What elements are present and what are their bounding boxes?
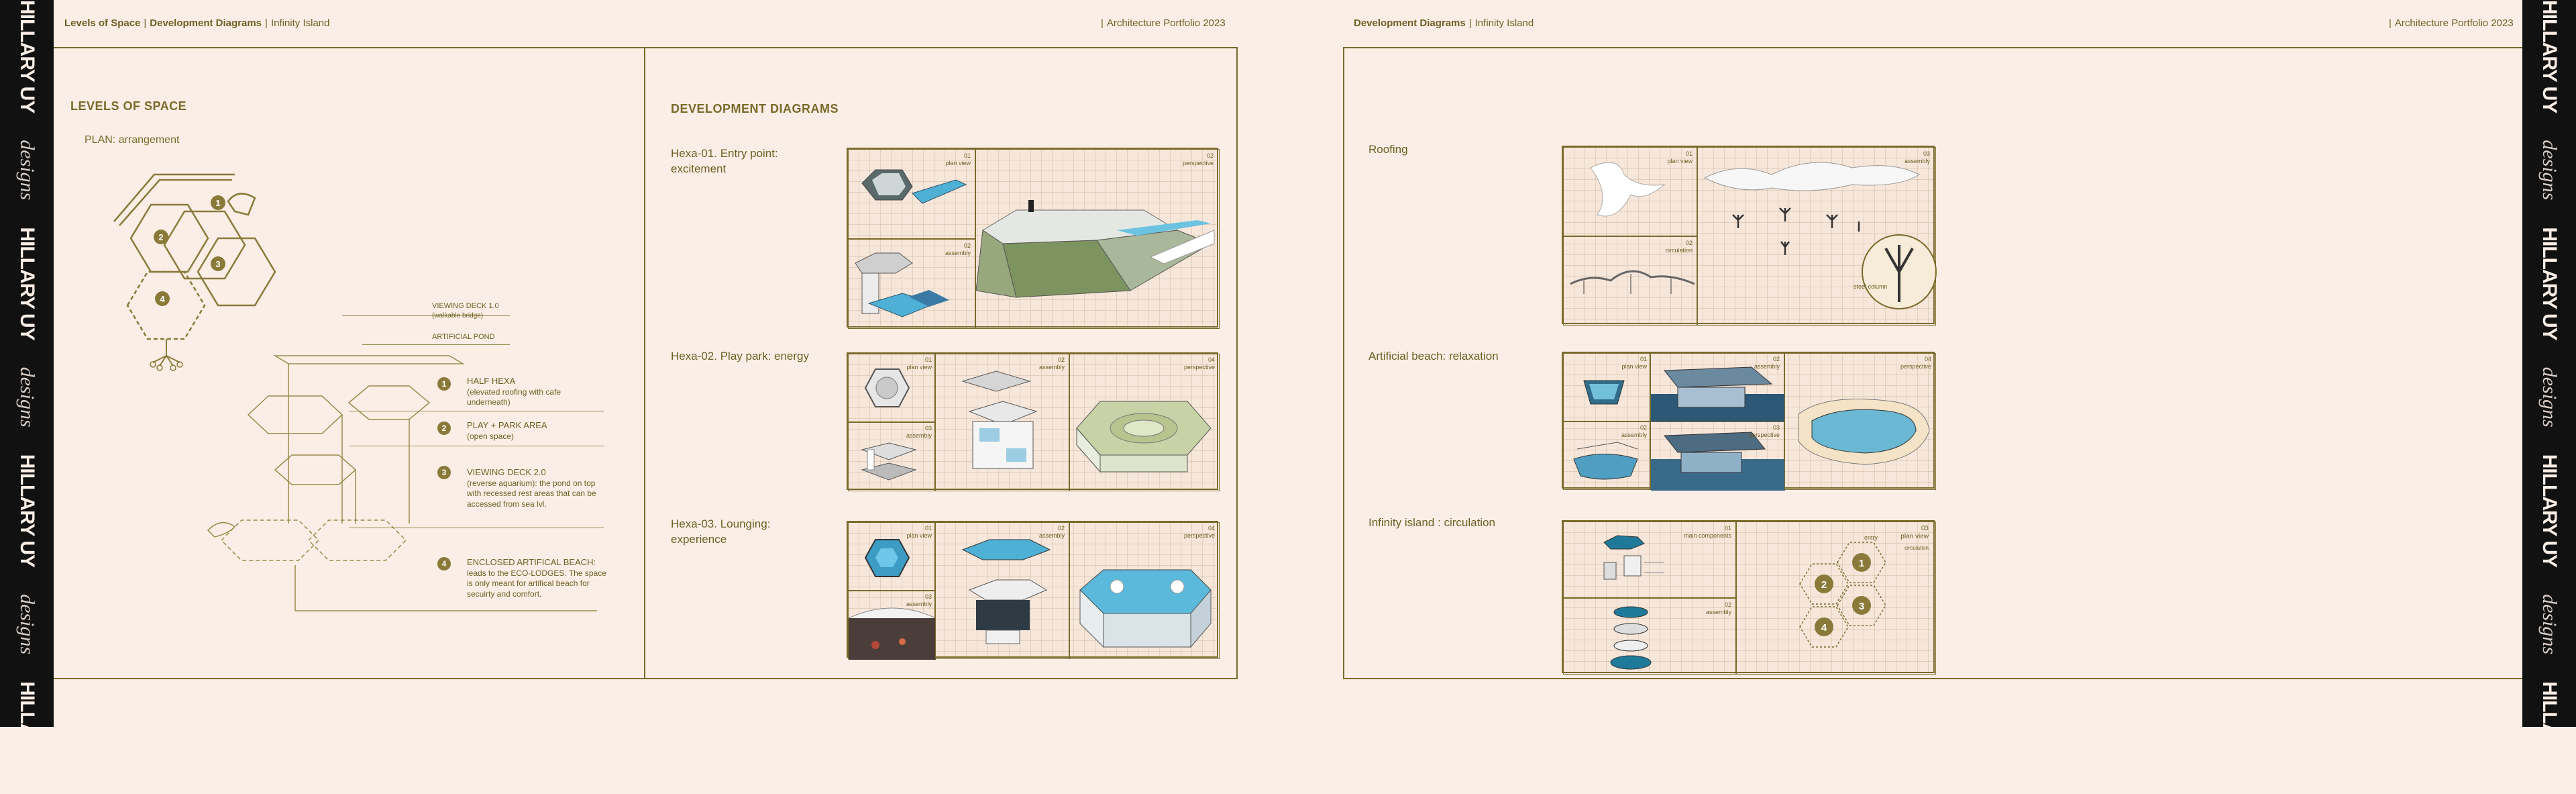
beach-perspective-cell bbox=[1784, 353, 1936, 490]
hexa-01-plan-cell bbox=[848, 149, 975, 239]
portfolio-label: Architecture Portfolio 2023 bbox=[2394, 17, 2514, 29]
legend-item-3-title: VIEWING DECK 2.0 bbox=[467, 467, 546, 477]
hexa-03-render-tag: 03 assembly bbox=[906, 593, 932, 607]
spine-brand-italic: designs bbox=[16, 140, 38, 201]
legend-item-2-title: PLAY + PARK AREA bbox=[467, 420, 547, 430]
hexa-03-assembly-drawing bbox=[936, 523, 1070, 660]
circulation-number-1: 1 bbox=[1858, 558, 1865, 569]
spine-brand: HILLARY UY bbox=[16, 681, 38, 794]
legend-item-2-detail: (open space) bbox=[467, 431, 515, 441]
artificial-beach-label: Artificial beach: relaxation bbox=[1368, 350, 1499, 362]
roofing-assembly-cell bbox=[1697, 147, 1936, 326]
hexa-02-label: Hexa-02. Play park: energy bbox=[671, 350, 809, 362]
development-diagrams-title: DEVELOPMENT DIAGRAMS bbox=[671, 102, 839, 115]
circulation-number-3: 3 bbox=[1858, 601, 1865, 612]
circulation-plan-cell bbox=[1736, 522, 1936, 675]
legend-item-4-title: ENCLOSED ARTIFICAL BEACH: bbox=[467, 557, 596, 567]
beach-detail-cell bbox=[1563, 421, 1650, 490]
hexa-03-panel bbox=[847, 521, 1218, 658]
beach-plan-tag: 01 plan view bbox=[1621, 356, 1647, 370]
breadcrumb-development: Development Diagrams bbox=[150, 17, 262, 29]
spine-brand: HILLARY UY bbox=[16, 454, 38, 568]
spine-brand: HILLARY UY bbox=[2538, 454, 2561, 568]
hexa-03-assembly-tag: 02 assembly bbox=[1038, 525, 1065, 539]
right-page-breadcrumb: Development Diagrams | Infinity Island bbox=[1354, 17, 1534, 29]
hexa-01-panel bbox=[847, 148, 1218, 328]
roofing-plan-cell bbox=[1563, 147, 1697, 236]
legend-item-4 bbox=[467, 557, 608, 600]
artificial-pond-label: ARTIFICIAL POND bbox=[432, 333, 495, 341]
legend-number-1: 1 bbox=[437, 377, 451, 391]
beach-plan-cell bbox=[1563, 353, 1650, 421]
main-components-tag: 01 main components bbox=[1683, 525, 1731, 539]
legend-number-4: 4 bbox=[437, 557, 451, 570]
spine-brand-italic: designs bbox=[2538, 366, 2561, 428]
hexa-01-assembly-cell bbox=[848, 239, 975, 329]
hexa-02-plan-tag: 01 plan view bbox=[906, 356, 932, 370]
left-page-divider bbox=[644, 47, 645, 679]
hexa-03-perspective-drawing bbox=[1070, 523, 1220, 660]
right-page-portfolio-label: | Architecture Portfolio 2023 bbox=[2389, 17, 2514, 29]
beach-perspective-drawing bbox=[1785, 354, 1937, 491]
spine-brand-italic: designs bbox=[16, 366, 38, 428]
legend-item-1 bbox=[467, 376, 601, 408]
legend-item-1-detail: (elevated roofing with cafe underneath) bbox=[467, 387, 561, 407]
steel-column-label: steel column bbox=[1854, 283, 1888, 290]
circulation-assembly-cell bbox=[1563, 598, 1736, 675]
hexa-03-plan-tag: 01 plan view bbox=[906, 525, 932, 539]
left-page-breadcrumb: Levels of Space | Development Diagrams | Infinity Island bbox=[64, 17, 330, 29]
roofing-circulation-cell bbox=[1563, 236, 1697, 326]
hexa-02-assembly-tag: 02 assembly bbox=[1038, 356, 1065, 370]
spine-brand: HILLARY UY bbox=[16, 0, 38, 113]
left-page-portfolio-label: | Architecture Portfolio 2023 bbox=[1101, 17, 1226, 29]
beach-perspective-small-tag: 03 perspective bbox=[1748, 424, 1780, 438]
circulation-number-2: 2 bbox=[1821, 579, 1827, 591]
hexa-01-plan-tag: 01 plan view bbox=[945, 152, 971, 166]
hexa-03-plan-cell bbox=[848, 522, 935, 591]
roofing-assembly-tag: 03 assembly bbox=[1904, 150, 1930, 164]
hexa-03-label: Hexa-03. Lounging: experience bbox=[671, 517, 771, 546]
hexa-03-perspective-tag: 04 perspective bbox=[1183, 525, 1215, 539]
legend-item-4-detail: leads to the ECO-LODGES. The space is only meant for artifical beach for secuirty and comfort. bbox=[467, 568, 606, 599]
spine-brand-italic: designs bbox=[2538, 594, 2561, 655]
hexa-02-detail-cell bbox=[848, 422, 935, 491]
spine-brand: HILLARY UY bbox=[16, 227, 38, 340]
plan-number-1: 1 bbox=[215, 198, 221, 208]
beach-detail-tag: 02 assembly bbox=[1621, 424, 1647, 438]
circulation-assembly-tag: 02 assembly bbox=[1705, 601, 1731, 615]
plan-arrangement-subtitle: PLAN: arrangement bbox=[85, 134, 180, 146]
beach-perspective-tag: 04 perspective bbox=[1900, 356, 1931, 370]
entry-tag: entry bbox=[1864, 534, 1878, 541]
hexa-02-assembly-drawing bbox=[936, 354, 1070, 492]
circulation-label: Infinity island : circulation bbox=[1368, 516, 1495, 529]
spine-brand-italic: designs bbox=[2538, 140, 2561, 201]
hexa-02-plan-cell bbox=[848, 354, 935, 422]
hexa-02-assembly-cell bbox=[935, 354, 1069, 491]
hexa-01-perspective-cell bbox=[975, 149, 1220, 329]
hexa-02-perspective-tag: 04 perspective bbox=[1183, 356, 1215, 370]
right-brand-spine bbox=[2522, 0, 2576, 794]
viewing-deck-label bbox=[432, 302, 499, 321]
plan-number-2: 2 bbox=[158, 232, 164, 242]
legend-number-3: 3 bbox=[437, 466, 451, 479]
legend-item-1-title: HALF HEXA bbox=[467, 376, 516, 386]
levels-of-space-title: LEVELS OF SPACE bbox=[70, 99, 187, 113]
breadcrumb-development: Development Diagrams bbox=[1354, 17, 1466, 29]
circulation-subtag: circulation bbox=[1904, 545, 1929, 551]
roofing-panel bbox=[1562, 146, 1935, 324]
legend-item-3-detail: (reverse aquarium): the pond on top with recessed rest areas that can be accessed from sea lvl. bbox=[467, 478, 596, 509]
breadcrumb-island: Infinity Island bbox=[1474, 17, 1534, 29]
hexa-01-perspective-tag: 02 perspective bbox=[1182, 152, 1214, 166]
spine-brand: HILLARY UY bbox=[2538, 0, 2561, 113]
portfolio-label: Architecture Portfolio 2023 bbox=[1106, 17, 1226, 29]
legend-number-2: 2 bbox=[437, 421, 451, 435]
breadcrumb-levels: Levels of Space bbox=[64, 17, 141, 29]
hexa-03-assembly-cell bbox=[935, 522, 1069, 659]
hexa-01-assembly-tag: 02 assembly bbox=[945, 242, 971, 256]
hexa-02-perspective-cell bbox=[1069, 354, 1220, 491]
spine-brand: HILLARY UY bbox=[2538, 681, 2561, 794]
hexa-02-panel bbox=[847, 352, 1218, 490]
spine-brand: HILLARY UY bbox=[2538, 227, 2561, 340]
circulation-number-4: 4 bbox=[1821, 622, 1827, 634]
legend-item-2 bbox=[467, 420, 601, 442]
plan-number-3: 3 bbox=[215, 259, 221, 269]
beach-perspective-small-cell bbox=[1650, 421, 1784, 490]
hexa-02-perspective-drawing bbox=[1070, 354, 1220, 492]
beach-panel bbox=[1562, 352, 1935, 489]
legend-item-3 bbox=[467, 467, 608, 510]
roofing-assembly-drawing bbox=[1698, 148, 1937, 326]
beach-assembly-tag: 02 assembly bbox=[1754, 356, 1780, 370]
circulation-plan-tag: 03 plan view bbox=[1900, 525, 1929, 540]
beach-assembly-cell bbox=[1650, 353, 1784, 421]
left-brand-spine bbox=[0, 0, 54, 794]
circulation-panel bbox=[1562, 520, 1935, 673]
hexa-02-detail-tag: 03 assembly bbox=[906, 425, 932, 439]
hexa-01-perspective-drawing bbox=[976, 150, 1220, 330]
roofing-plan-tag: 01 plan view bbox=[1667, 150, 1693, 164]
viewing-deck-title: VIEWING DECK 1.0 bbox=[432, 302, 499, 310]
spine-brand-italic: designs bbox=[16, 594, 38, 655]
viewing-deck-sub: (walkable bridge) bbox=[432, 311, 484, 319]
hexa-01-label: Hexa-01. Entry point: excitement bbox=[671, 147, 778, 175]
main-components-cell bbox=[1563, 522, 1736, 598]
hexa-03-render-cell bbox=[848, 591, 935, 659]
hexa-03-perspective-cell bbox=[1069, 522, 1220, 659]
plan-number-4: 4 bbox=[160, 294, 165, 304]
breadcrumb-island: Infinity Island bbox=[270, 17, 330, 29]
artificial-pond-leader bbox=[362, 344, 510, 345]
roofing-circulation-tag: 02 circulation bbox=[1665, 240, 1693, 254]
roofing-label: Roofing bbox=[1368, 143, 1408, 156]
